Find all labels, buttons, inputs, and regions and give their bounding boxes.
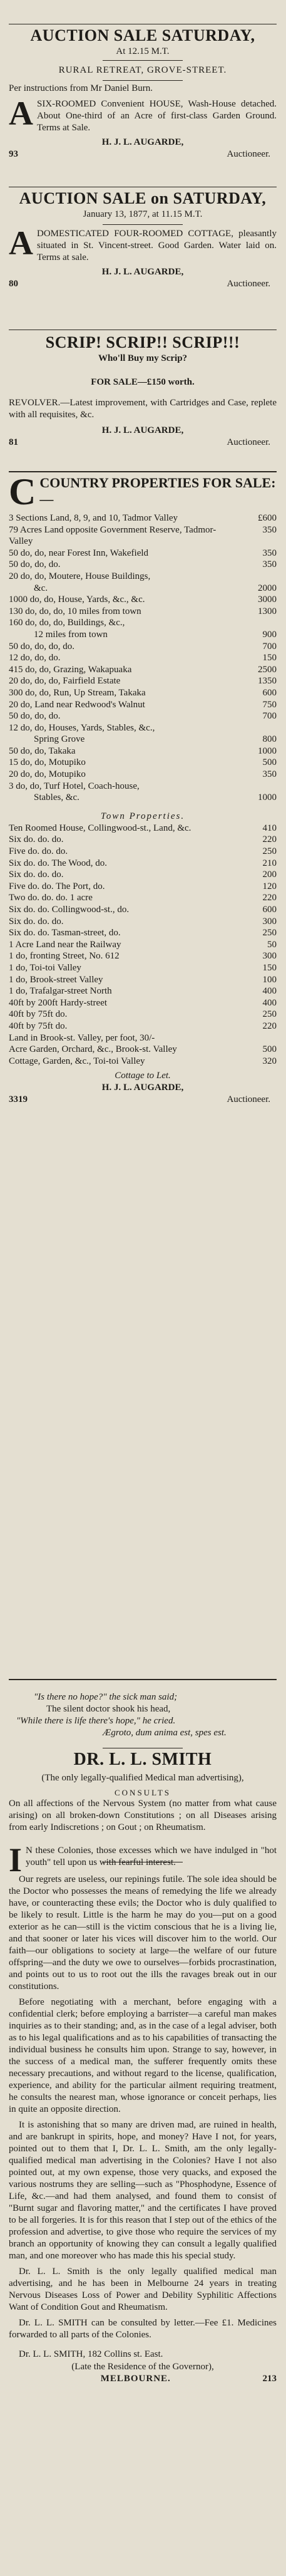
- property-description: 20 do, do, Motupiko: [9, 769, 86, 780]
- ad-subhead: Who'll Buy my Scrip?: [98, 353, 188, 363]
- property-description: 20 do, Land near Redwood's Walnut: [9, 699, 145, 710]
- property-description: Stables, &c.: [34, 792, 79, 803]
- property-price: 1000: [258, 792, 277, 803]
- property-price: 250: [262, 1009, 277, 1020]
- town-property-row: [9, 892, 277, 904]
- country-property-row: [9, 571, 277, 583]
- property-description: Five do. do. do.: [9, 846, 68, 857]
- auctioneer-name: H. J. L. AUGARDE,: [101, 267, 184, 277]
- paragraph-2: Our regrets are useless, our repinings futile. The sole idea should be the Doctor who possesses the means of remedying the life we already have, or counteracting these evils; the Doctor who is duly qualified to be likely to result. Little is the harm he may do you—put on a good exterior as he can—still is the victim conscious that he is a living lie, and that sooner or later his vices will discover him to the world. Our faith—our obligations to society at large—the welfare of our future offspring—and the duty we owe to ourselves—forbids procrastination, and points out to us to root out the ills the ravages break out in our constitutions.: [9, 1874, 277, 1992]
- town-property-row: [9, 869, 277, 881]
- property-price: 400: [262, 986, 277, 997]
- country-property-row: [9, 781, 277, 792]
- ad-date: January 13, 1877, at 11.15 M.T.: [83, 209, 203, 219]
- verse-line-1: "Is there no hope?" the sick man said;: [34, 1692, 178, 1702]
- property-description: 415 do, do, Grazing, Wakapuaka: [9, 664, 132, 675]
- property-price: 350: [262, 548, 277, 558]
- auction-ad-cottage: [9, 189, 277, 290]
- doctor-address: Dr. L. L. SMITH, 182 Collins st. East.: [19, 2349, 163, 2359]
- property-description: 40ft by 75ft do.: [9, 1021, 68, 1031]
- town-property-row: [9, 881, 277, 893]
- ad-headline: SCRIP! SCRIP!! SCRIP!!!: [45, 333, 240, 351]
- dropcap: A: [9, 224, 33, 262]
- town-property-row: [9, 1044, 277, 1056]
- paragraph-1: I N these Colonies, those excesses which we have indulged in "hot youth" tell upon us with fearful interest.: [9, 1841, 277, 1879]
- town-property-row: [9, 1056, 277, 1067]
- country-property-row: [9, 792, 277, 804]
- ad-number: 93: [9, 149, 18, 159]
- town-property-row: [9, 962, 277, 974]
- property-description: 3 Sections Land, 8, 9, and 10, Tadmor Valley: [9, 513, 178, 523]
- ad-headline: CCOUNTRY PROPERTIES FOR SALE:—: [9, 471, 276, 512]
- property-price: [239, 781, 277, 792]
- doctor-name: DR. L. L. SMITH: [73, 1750, 212, 1769]
- ad-headline: AUCTION SALE SATURDAY,: [30, 26, 255, 44]
- auctioneer-name: H. J. L. AUGARDE,: [101, 425, 184, 435]
- property-description: 12 do, do, do.: [9, 653, 61, 663]
- country-property-row: [9, 629, 277, 641]
- auction-ad-grove-street: [9, 26, 277, 160]
- for-sale-line: FOR SALE—£150 worth.: [91, 377, 195, 387]
- property-price: 250: [262, 846, 277, 857]
- property-description: Six do. do. The Wood, do.: [9, 858, 107, 868]
- paragraph-4: It is astonishing that so many are driven mad, are ruined in health, and are bankrupt in spirits, hope, and money? Have I not, for years, pointed out to them that I, Dr. L. L. Smith, am the only legally-qualified medical man advertising in the Colonies? Have I not also pointed out, at my own expense, those very quacks, and exposed the various nostrums they are selling—such as "Phosphodyne, Essence of Life, &c.—and had them analysed, and found them to consist of "Burnt sugar and flavoring matter," and the certificates I have proved to be all forgeries. It is for this reason that I step out of the ethics of the profession and advertise, to give those who require the services of my branch an opportunity of knowing they can consult a legally qualified man, and one moreover who has made this his special study.: [9, 2120, 277, 2261]
- divider: [9, 471, 277, 472]
- property-description: 3 do, do, Turf Hotel, Coach-house,: [9, 781, 140, 791]
- property-price: 500: [262, 757, 277, 768]
- town-property-row: [9, 974, 277, 986]
- property-price: 210: [262, 858, 277, 868]
- property-price: 220: [262, 893, 277, 903]
- auctioneer-name: H. J. L. AUGARDE,: [101, 1083, 184, 1093]
- country-property-row: [9, 512, 277, 524]
- property-description: Cottage, Garden, &c., Toi-toi Valley: [9, 1056, 145, 1066]
- paragraph-6: Dr. L. L. SMITH can be consulted by letter.—Fee £1. Medicines forwarded to all parts of the Colonies.: [9, 2318, 277, 2340]
- country-property-row: [9, 594, 277, 606]
- property-description: 40ft by 75ft do.: [9, 1009, 68, 1020]
- country-property-row: [9, 641, 277, 653]
- ad-footer: [9, 1094, 277, 1106]
- property-price: 800: [262, 734, 277, 745]
- town-property-row: [9, 1021, 277, 1032]
- ad-body: ADOMESTICATED FOUR-ROOMED COTTAGE, pleasantly situated in St. Vincent-street. Good Garden. Water laid on. Terms at sale.: [9, 224, 277, 262]
- ad-footer: [9, 148, 277, 160]
- short-rule: [103, 60, 183, 61]
- property-description: 160 do, do, do, Buildings, &c.,: [9, 618, 125, 628]
- property-description: 1000 do, do, House, Yards, &c., &c.: [9, 595, 145, 605]
- country-property-row: [9, 606, 277, 618]
- short-rule: [103, 224, 183, 225]
- cottage-to-let: Cottage to Let.: [115, 1071, 171, 1081]
- property-price: 300: [262, 951, 277, 962]
- property-price: 1350: [258, 676, 277, 687]
- property-description: Six do. do. do.: [9, 870, 64, 880]
- ad-body: ASIX-ROOMED Convenient HOUSE, Wash-House detached. About One-third of an Acre of first-class Garden Ground. Terms at Sale.: [9, 95, 277, 133]
- property-name: RURAL RETREAT, GROVE-STREET.: [58, 65, 227, 75]
- property-price: 600: [262, 905, 277, 915]
- town-property-row: [9, 846, 277, 858]
- ad-headline: AUCTION SALE on SATURDAY,: [19, 189, 267, 207]
- ad-number: 81: [9, 437, 18, 447]
- auctioneer-role: Auctioneer.: [227, 149, 270, 159]
- country-property-row: [9, 734, 277, 745]
- country-property-row: [9, 524, 277, 548]
- property-description: Spring Grove: [34, 734, 85, 745]
- property-description: 130 do, do, do, 10 miles from town: [9, 606, 141, 616]
- property-description: 50 do, do, near Forest Inn, Wakefield: [9, 548, 149, 558]
- town-property-row: [9, 916, 277, 928]
- property-price: [239, 617, 277, 629]
- property-description: 20 do, do, do, Fairfield Estate: [9, 676, 121, 687]
- property-description: 50 do, do, do, do.: [9, 641, 74, 652]
- town-property-row: [9, 858, 277, 870]
- ad-footer: [9, 437, 277, 449]
- town-property-list: [9, 823, 277, 1067]
- country-property-row: [9, 722, 277, 734]
- country-property-row: [9, 559, 277, 571]
- property-price: 50: [267, 939, 277, 950]
- dr-smith-ad: [9, 1691, 277, 2385]
- instructions: Per instructions from Mr Daniel Burn.: [9, 83, 153, 93]
- country-properties-ad: [9, 471, 277, 1106]
- property-price: 350: [262, 769, 277, 780]
- property-price: 410: [262, 823, 277, 833]
- property-price: 250: [262, 928, 277, 938]
- property-price: 220: [262, 834, 277, 845]
- property-price: [239, 1032, 277, 1044]
- country-property-row: [9, 710, 277, 722]
- town-property-row: [9, 997, 277, 1009]
- property-description: Six do. do. Tasman-street, do.: [9, 928, 121, 938]
- property-description: Six do. do. Collingwood-st., do.: [9, 905, 130, 915]
- ad-number: 3319: [9, 1094, 28, 1105]
- verse-line-2: The silent doctor shook his head,: [46, 1704, 171, 1714]
- verse-line-4: Ægroto, dum anima est, spes est.: [103, 1728, 227, 1738]
- property-description: 12 miles from town: [34, 629, 108, 640]
- ad-body: REVOLVER.—Latest improvement, with Cartridges and Case, replete with all requisites, &c.: [9, 398, 277, 420]
- ad-footer: [9, 278, 277, 290]
- town-property-row: [9, 927, 277, 939]
- country-property-row: [9, 548, 277, 559]
- country-property-row: [9, 617, 277, 629]
- verse-line-3: "While there is life there's hope," he cried.: [16, 1716, 176, 1726]
- town-property-row: [9, 834, 277, 846]
- town-property-row: [9, 939, 277, 951]
- consults-body: On all affections of the Nervous System (no matter from what cause arising) on all broken-down Constitutions ; on all Diseases arising from early Indiscretions ; on Gout ; on Rheumatism.: [9, 1799, 277, 1832]
- property-description: Two do. do. do. 1 acre: [9, 893, 93, 903]
- property-price: 750: [262, 699, 277, 710]
- dropcap: A: [9, 95, 33, 132]
- country-property-row: [9, 699, 277, 711]
- property-price: 900: [262, 629, 277, 640]
- property-price: 600: [262, 687, 277, 698]
- country-property-row: [9, 664, 277, 676]
- property-price: 2000: [258, 583, 277, 593]
- property-description: Five do. do. The Port, do.: [9, 881, 105, 891]
- property-price: 350: [262, 559, 277, 570]
- auctioneer-role: Auctioneer.: [227, 1094, 270, 1105]
- doctor-tagline: (The only legally-qualified Medical man advertising),: [41, 1773, 244, 1783]
- country-property-row: [9, 583, 277, 595]
- property-price: [239, 571, 277, 583]
- town-heading: Town Properties.: [100, 811, 185, 821]
- country-property-row: [9, 687, 277, 699]
- auctioneer-role: Auctioneer.: [227, 279, 270, 289]
- ad-number: 213: [262, 2374, 277, 2384]
- property-description: 1 do, Toi-toi Valley: [9, 962, 81, 973]
- property-price: 1300: [258, 606, 277, 616]
- property-price: 700: [262, 641, 277, 652]
- property-description: 1 do, fronting Street, No. 612: [9, 951, 120, 962]
- country-property-row: [9, 757, 277, 769]
- property-price: 320: [262, 1056, 277, 1066]
- property-description: Six do. do. do.: [9, 916, 64, 927]
- property-description: 50 do, do, do.: [9, 711, 61, 722]
- property-description: Six do. do. do.: [9, 834, 64, 845]
- short-rule: [103, 80, 183, 81]
- auctioneer-name: H. J. L. AUGARDE,: [101, 137, 184, 147]
- ad-time: At 12.15 M.T.: [116, 46, 170, 56]
- property-description: 12 do, do, Houses, Yards, Stables, &c.,: [9, 722, 155, 733]
- auctioneer-role: Auctioneer.: [227, 437, 270, 447]
- country-property-row: [9, 652, 277, 664]
- paragraph-3: Before negotiating with a merchant, before engaging with a confidential clerk; before employing a barrister—a careful man makes inquiries as to their standing; and, as in the case of a legal adviser, both as to his legal qualifications and as to his capabilities of transacting the individual business he consults him upon. Strange to say, however, in the success of a medical man, the sufferer frequently omits these necessary precautions, and without regard to the license, qualification, experience, and ability for the particular ailment requiring treatment, he consults the nearest man, whose ignorance or conceit perhaps, lies in quite an opposite direction.: [9, 1997, 277, 2114]
- country-property-row: [9, 745, 277, 757]
- property-price: 700: [262, 711, 277, 722]
- ad-footer: [9, 2373, 277, 2385]
- town-property-row: [9, 904, 277, 916]
- property-description: Land in Brook-st. Valley, per foot, 30/-: [9, 1032, 155, 1043]
- town-property-row: [9, 823, 277, 834]
- town-property-row: [9, 950, 277, 962]
- property-description: &c.: [34, 583, 48, 593]
- property-price: 400: [262, 997, 277, 1008]
- property-price: 1000: [258, 745, 277, 756]
- property-description: Ten Roomed House, Collingwood-st., Land, &c.: [9, 823, 192, 833]
- town-property-row: [9, 985, 277, 997]
- town-property-row: [9, 1009, 277, 1021]
- property-description: 50 do, do, Takaka: [9, 745, 76, 756]
- paragraph-5: Dr. L. L. Smith is the only legally qualified medical man advertising, and he has been in Melbourne 24 years in treating Nervous Diseases Loss of Power and Debility Syphilitic Affections Want of Condition Gout and Rheumatism.: [9, 2267, 277, 2312]
- ad-number: 80: [9, 279, 18, 289]
- property-description: 40ft by 200ft Hardy-street: [9, 997, 108, 1008]
- property-description: 79 Acres Land opposite Government Reserve, Tadmor-Valley: [9, 524, 217, 547]
- scrip-ad: [9, 333, 277, 449]
- property-description: 15 do, do, Motupiko: [9, 757, 86, 768]
- faint-masthead: [9, 3, 277, 21]
- doctor-residence: (Late the Residence of the Governor),: [71, 2362, 214, 2372]
- property-price: 200: [262, 870, 277, 880]
- property-price: 350: [262, 524, 277, 535]
- divider: [9, 1679, 277, 1680]
- property-price: 300: [262, 916, 277, 927]
- town-property-row: [9, 1032, 277, 1044]
- property-price: 150: [262, 962, 277, 973]
- property-price: 2500: [258, 664, 277, 675]
- property-price: [239, 722, 277, 734]
- property-price: 3000: [258, 595, 277, 605]
- property-price: 500: [262, 1044, 277, 1055]
- country-property-list: [9, 512, 277, 804]
- consults-label: CONSULTS: [115, 1788, 171, 1797]
- property-description: 1 do, Trafalgar-street North: [9, 986, 112, 997]
- property-price: 100: [262, 974, 277, 985]
- city: MELBOURNE.: [100, 2374, 171, 2384]
- property-description: 1 Acre Land near the Railway: [9, 939, 121, 950]
- property-price: 120: [262, 881, 277, 891]
- property-description: 300 do, do, Run, Up Stream, Takaka: [9, 687, 146, 698]
- property-description: 50 do, do, do.: [9, 559, 61, 570]
- property-description: Acre Garden, Orchard, &c., Brook-st. Valley: [9, 1044, 177, 1055]
- property-description: 1 do, Brook-street Valley: [9, 974, 103, 985]
- property-description: 20 do, do, Moutere, House Buildings,: [9, 571, 151, 581]
- property-price: 220: [262, 1021, 277, 1031]
- country-property-row: [9, 769, 277, 781]
- country-property-row: [9, 675, 277, 687]
- property-price: 150: [262, 653, 277, 663]
- property-price: £600: [258, 513, 277, 523]
